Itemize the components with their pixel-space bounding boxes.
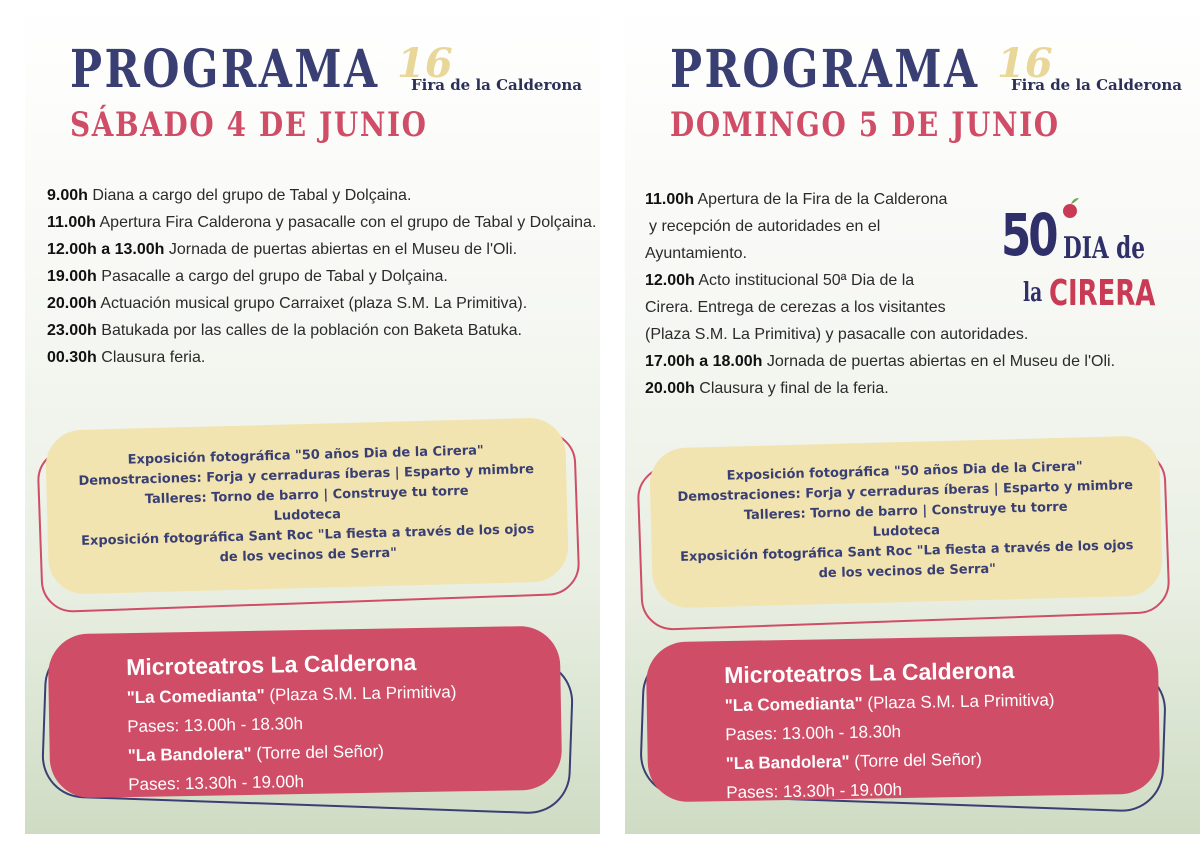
schedule-text: Jornada de puertas abiertas en el Museu de l'Oli.: [766, 353, 1116, 370]
show-1-times: Pases: 13.00h - 18.30h: [127, 714, 304, 737]
logo-la: la: [1023, 278, 1043, 308]
activity-item: Exposición fotográfica "50 años Dia de la Cirera": [726, 459, 1083, 484]
activities-box: [45, 417, 569, 595]
schedule-text: Clausura feria.: [101, 349, 206, 366]
schedule-text: y recepción de autoridades en el: [649, 218, 881, 235]
fira-edition-number: 16: [397, 40, 453, 87]
cherry-icon: [1059, 196, 1083, 220]
show-2-times: Pases: 13.30h - 19.00h: [128, 772, 305, 795]
schedule-text: Apertura de la Fira de la Calderona: [697, 191, 948, 208]
show-place: (Torre del Señor): [854, 749, 983, 771]
schedule-item: [47, 344, 597, 371]
schedule-text: Apertura Fira Calderona y pasacalle con el grupo de Tabal y Dolçaina.: [99, 214, 597, 231]
activity-item: Exposición fotográfica Sant Roc "La fiesta a través de los ojos de los vecinos de Serra": [679, 538, 1134, 582]
activity-item: Talleres: Torno de barro | Construye tu torre: [144, 483, 469, 508]
schedule-time: 23.00h: [47, 322, 97, 339]
schedule-time: 19.00h: [47, 268, 97, 285]
schedule-time: 17.00h a 18.00h: [645, 353, 763, 370]
cirera-logo: [995, 196, 1175, 326]
fira-name: Fira de la Calderona: [411, 76, 583, 94]
microteatros-box: [48, 626, 563, 799]
schedule-time: 11.00h: [47, 214, 96, 231]
show-name: "La Bandolera": [725, 751, 850, 774]
activities-box: [649, 435, 1163, 608]
poster-title: PROGRAMA: [70, 39, 380, 100]
schedule-text: Actuación musical grupo Carraixet (plaza S.M. La Primitiva).: [100, 295, 528, 312]
show-1: [126, 677, 456, 712]
schedule-time: 20.00h: [645, 380, 695, 397]
show-place: (Plaza S.M. La Primitiva): [269, 682, 457, 705]
schedule-text: Acto institucional 50ª Dia de la: [698, 272, 915, 289]
fira-edition-number: 16: [997, 40, 1053, 87]
schedule-item: [47, 182, 597, 209]
logo-dia: DIA de: [1063, 231, 1145, 266]
activity-item: Ludoteca: [273, 507, 342, 524]
logo-number: 50: [1001, 201, 1056, 269]
schedule-time: 12.00h a 13.00h: [47, 241, 165, 258]
schedule-item: [47, 263, 597, 290]
activity-item: Demostraciones: Forja y cerraduras íberas | Esparto y mimbre: [677, 478, 1134, 505]
schedule-text: Diana a cargo del grupo de Tabal y Dolçaina.: [92, 187, 412, 204]
schedule-text: Cirera. Entrega de cerezas a los visitantes: [645, 299, 946, 316]
schedule-list: [47, 182, 597, 371]
schedule-item: [47, 236, 597, 263]
schedule-item: [645, 375, 1200, 402]
schedule-time: 11.00h: [645, 191, 694, 208]
schedule-text: (Plaza S.M. La Primitiva) y pasacalle con autoridades.: [645, 326, 1029, 343]
poster-sunday: [625, 0, 1200, 834]
schedule-text: Clausura y final de la feria.: [699, 380, 889, 397]
schedule-text: Batukada por las calles de la población con Baketa Batuka.: [101, 322, 522, 339]
show-name: "La Bandolera": [127, 743, 252, 766]
schedule-item: [47, 317, 597, 344]
microteatros-title: Microteatros La Calderona: [125, 649, 417, 681]
poster-date: DOMINGO 5 DE JUNIO: [670, 105, 1060, 145]
show-place: (Torre del Señor): [256, 741, 384, 763]
activity-item: Talleres: Torno de barro | Construye tu torre: [743, 499, 1068, 524]
schedule-time: 00.30h: [47, 349, 97, 366]
microteatros-box: [646, 634, 1161, 803]
logo-cirera: CIRERA: [1049, 273, 1156, 314]
fira-name: Fira de la Calderona: [1011, 76, 1183, 94]
poster-saturday: [25, 0, 600, 834]
show-name: "La Comedianta": [126, 685, 265, 708]
show-1-times: Pases: 13.00h - 18.30h: [725, 722, 902, 745]
schedule-item: [645, 348, 1200, 375]
schedule-item: [47, 209, 597, 236]
schedule-time: 9.00h: [47, 187, 88, 204]
show-2-times: Pases: 13.30h - 19.00h: [726, 780, 903, 803]
schedule-text: Jornada de puertas abiertas en el Museu de l'Oli.: [168, 241, 518, 258]
schedule-time: 12.00h: [645, 272, 695, 289]
poster-title: PROGRAMA: [670, 39, 980, 100]
schedule-text: Pasacalle a cargo del grupo de Tabal y Dolçaina.: [101, 268, 448, 285]
schedule-time: 20.00h: [47, 295, 97, 312]
activity-item: Ludoteca: [872, 523, 941, 540]
activity-item: Demostraciones: Forja y cerraduras íberas | Esparto y mimbre: [78, 462, 535, 489]
microteatros-title: Microteatros La Calderona: [723, 657, 1015, 689]
schedule-text: Ayuntamiento.: [645, 245, 747, 262]
schedule-item: [47, 290, 597, 317]
activity-item: Exposición fotográfica "50 años Dia de la Cirera": [127, 443, 484, 468]
show-1: [725, 685, 1055, 720]
show-place: (Plaza S.M. La Primitiva): [867, 690, 1055, 713]
poster-date: SÁBADO 4 DE JUNIO: [70, 105, 428, 145]
show-name: "La Comedianta": [724, 693, 863, 716]
activity-item: Exposición fotográfica Sant Roc "La fiesta a través de los ojos de los vecinos de Serra": [80, 522, 535, 566]
